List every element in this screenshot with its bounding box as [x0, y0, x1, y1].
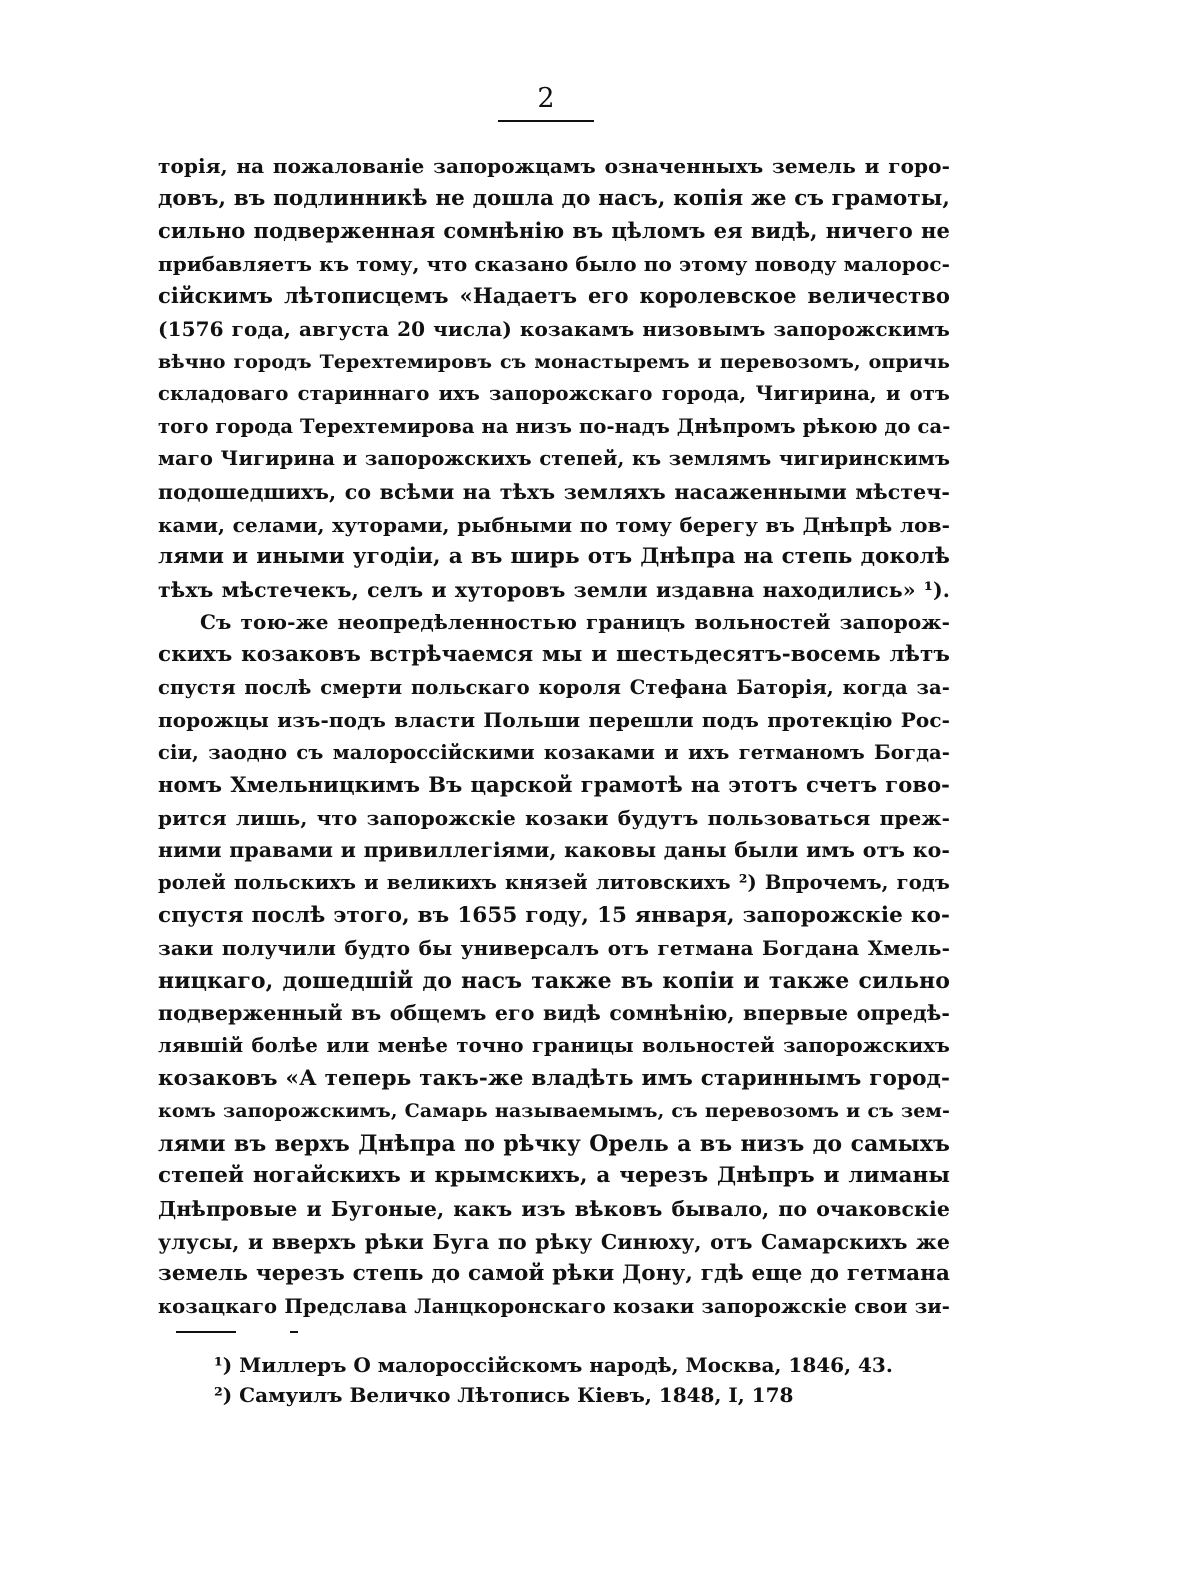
body-line: козаковъ «А теперь такъ-же владѣть имъ стариннымъ город- — [158, 1065, 950, 1091]
body-line: комъ запорожскимъ, Самарь называемымъ, съ перевозомъ и съ зем- — [158, 1100, 950, 1123]
page-number-rule — [498, 120, 594, 122]
body-line: прибавляетъ къ тому, что сказано было по этому поводу малорос- — [158, 251, 950, 276]
body-line: ними правами и привиллегіями, каковы даны были имъ отъ ко- — [158, 838, 950, 863]
body-line: сійскимъ лѣтописцемъ «Надаетъ его королевское величество — [158, 283, 950, 309]
footnotes — [214, 1350, 893, 1410]
footnote-separator — [176, 1331, 236, 1333]
footnote-separator-stub — [290, 1331, 298, 1333]
body-line: подверженный въ общемъ его видѣ сомнѣнію, впервые опредѣ- — [158, 1001, 950, 1026]
body-line: скихъ козаковъ встрѣчаемся мы и шестьдесятъ-восемь лѣтъ — [158, 641, 950, 667]
body-line: ницкаго, дошедшій до насъ также въ копіи и также сильно — [158, 967, 950, 994]
body-line: торія, на пожалованіе запорожцамъ означенныхъ земель и горо- — [158, 154, 950, 178]
footnote-1: ¹) Миллеръ О малороссійскомъ народѣ, Москва, 1846, 43. — [214, 1353, 893, 1377]
body-line: заки получили будто бы универсалъ отъ гетмана Богдана Хмель- — [158, 936, 950, 961]
body-line: Днѣпровые и Бугоные, какъ изъ вѣковъ бывало, по очаковскіе — [158, 1197, 950, 1221]
body-line: сильно подверженная сомнѣнію въ цѣломъ ея видѣ, ничего не — [158, 218, 950, 244]
body-line: порожцы изъ-подъ власти Польши перешли подъ протекцію Рос- — [158, 708, 950, 733]
page-number: 2 — [537, 83, 555, 114]
body-line: тѣхъ мѣстечекъ, селъ и хуторовъ земли издавна находились» ¹). — [158, 577, 950, 602]
body-line: степей ногайскихъ и крымскихъ, а черезъ Днѣпръ и лиманы — [158, 1163, 950, 1189]
body-line: подошедшихъ, со всѣми на тѣхъ земляхъ насаженными мѣстеч- — [158, 479, 950, 504]
body-line: улусы, и вверхъ рѣки Буга по рѣку Синюху, отъ Самарскихъ же — [158, 1229, 950, 1254]
body-text — [158, 150, 950, 1323]
body-line: лявшій болѣе или менѣе точно границы вольностей запорожскихъ — [158, 1034, 950, 1058]
paragraph-start-line: Съ тою-же неопредѣленностью границъ вольностей запорож- — [200, 610, 950, 635]
body-line: складоваго стариннаго ихъ запорожскаго города, Чигирина, и отъ — [158, 382, 950, 406]
body-line: земель черезъ степь до самой рѣки Дону, гдѣ еще до гетмана — [158, 1261, 950, 1287]
body-line: того города Терехтемирова на низъ по-надъ Днѣпромъ рѣкою до са- — [158, 414, 950, 438]
body-line: спустя послѣ этого, въ 1655 году, 15 января, запорожскіе ко- — [158, 902, 950, 928]
body-line: маго Чигирина и запорожскихъ степей, къ землямъ чигиринскимъ — [158, 447, 950, 471]
body-line: довъ, въ подлинникѣ не дошла до насъ, копія же съ грамоты, — [158, 185, 950, 211]
body-line: сіи, заодно съ малороссійскими козаками и ихъ гетманомъ Богда- — [158, 740, 950, 764]
body-line: ками, селами, хуторами, рыбными по тому берегу въ Днѣпрѣ лов- — [158, 512, 950, 537]
body-line: ролей польскихъ и великихъ князей литовскихъ ²) Впрочемъ, годъ — [158, 871, 950, 895]
body-line: номъ Хмельницкимъ Въ царской грамотѣ на этотъ счетъ гово- — [158, 772, 950, 798]
body-line: лями въ верхъ Днѣпра по рѣчку Орель а въ низъ до самыхъ — [158, 1130, 950, 1157]
body-line: рится лишь, что запорожскіе козаки будутъ пользоваться преж- — [158, 805, 950, 830]
footnote-2: ²) Самуилъ Величко Лѣтопись Кіевъ, 1848, I, 178 — [214, 1383, 794, 1407]
body-line: вѣчно городъ Терехтемировъ съ монастыремъ и перевозомъ, опричь — [158, 350, 950, 373]
body-line: лями и иными угодіи, а въ ширь отъ Днѣпра на степь доколѣ — [158, 544, 950, 570]
body-line: спустя послѣ смерти польскаго короля Стефана Баторія, когда за- — [158, 675, 950, 699]
body-line: (1576 года, августа 20 числа) козакамъ низовымъ запорожскимъ — [158, 316, 950, 341]
body-line: козацкаго Предслава Ланцкоронскаго козаки запорожскіе свои зи- — [158, 1294, 950, 1318]
